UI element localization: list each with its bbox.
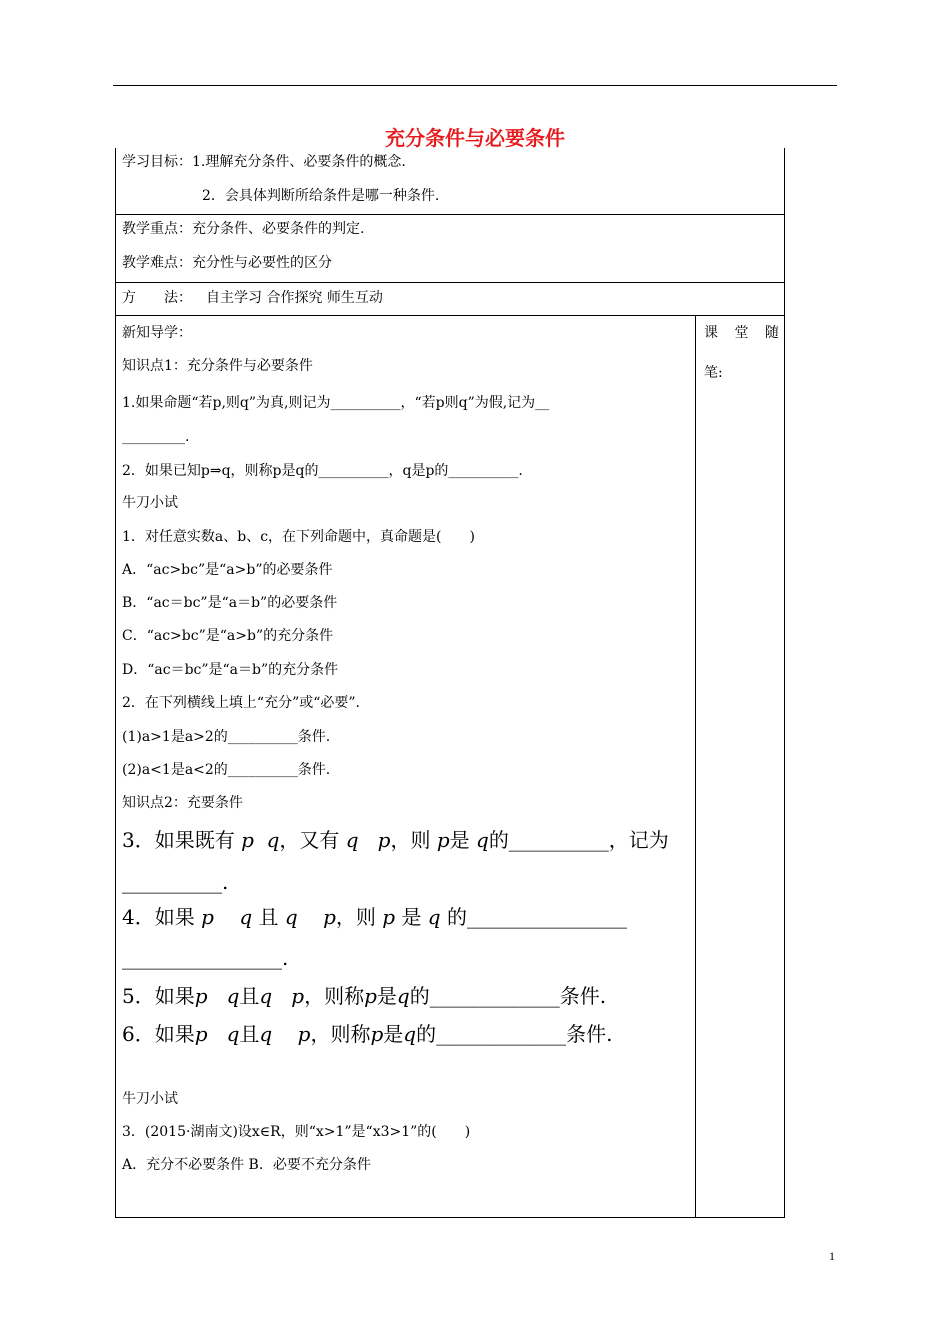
- side-note-line1: 课 堂 随: [704, 325, 785, 341]
- question-4-line2: ________________.: [122, 946, 289, 970]
- method-label: 方 法：: [122, 290, 192, 306]
- q3-text-h: q: [476, 828, 489, 852]
- q5-text-c: 且: [239, 984, 260, 1008]
- question-3-line1: [122, 828, 669, 852]
- q6-text-a: 6．如果: [122, 1022, 195, 1046]
- q5-text-g: 是: [376, 984, 397, 1008]
- try-it-heading-1: 牛刀小试: [122, 495, 178, 511]
- q4-text-c: 且: [258, 905, 279, 929]
- q3-text-e: ，则: [390, 828, 431, 852]
- option-a: A．“ac>bc”是“a>b”的必要条件: [122, 562, 333, 578]
- q3-text-g: 是: [449, 828, 470, 852]
- knowledge-point-1: 知识点1：充分条件与必要条件: [122, 358, 313, 374]
- table-right-border: [784, 148, 785, 1218]
- row-divider-3: [115, 315, 785, 316]
- teaching-key-point: 教学重点：充分条件、必要条件的判定.: [122, 221, 365, 237]
- q6-text-e: ，则称: [310, 1022, 371, 1046]
- method-value: 自主学习 合作探究 师生互动: [206, 290, 383, 306]
- problem-2: 2．在下列横线上填上“充分”或“必要”.: [122, 695, 360, 711]
- q4-text-i: 的________________: [446, 905, 627, 929]
- q6-text-d: q p: [259, 1022, 311, 1046]
- column-divider: [695, 315, 696, 1218]
- q4-text-g: 是: [401, 905, 422, 929]
- q4-text-h: q: [427, 905, 441, 929]
- problem-3: 3．(2015·湖南文)设x∈R，则“x>1”是“x3>1”的( ): [122, 1124, 471, 1140]
- q5-text-e: ，则称: [304, 984, 365, 1008]
- q6-text-i: 的_____________条件.: [416, 1022, 613, 1046]
- q3-text-a: 3．如果既有: [122, 828, 235, 852]
- question-4-line1: [122, 905, 627, 929]
- question-2: 2．如果已知p⇒q，则称p是q的__________，q是p的__________.: [122, 463, 523, 479]
- side-note-line2: 笔:: [704, 365, 723, 381]
- q6-text-h: q: [403, 1022, 417, 1046]
- question-5: [122, 984, 606, 1008]
- problem-3-options: A．充分不必要条件 B．必要不充分条件: [122, 1157, 371, 1173]
- problem-2-item-1: (1)a>1是a>2的__________条件.: [122, 729, 331, 745]
- q4-text-b: p q: [201, 905, 253, 929]
- q6-text-g: 是: [383, 1022, 404, 1046]
- option-d: D．“ac＝bc”是“a＝b”的充分条件: [122, 662, 339, 678]
- document-title: 充分条件与必要条件: [385, 126, 565, 150]
- new-knowledge-heading: 新知导学：: [122, 325, 192, 341]
- q3-text-c: ，又有: [279, 828, 340, 852]
- option-b: B．“ac＝bc”是“a＝b”的必要条件: [122, 595, 338, 611]
- q6-text-f: p: [370, 1022, 384, 1046]
- q6-text-b: p q: [194, 1022, 240, 1046]
- q4-text-e: ，则: [335, 905, 376, 929]
- q3-text-f: p: [436, 828, 450, 852]
- header-rule: [113, 85, 837, 86]
- page-number: 1: [829, 1249, 835, 1263]
- q5-text-i: 的_____________条件.: [409, 984, 607, 1008]
- learning-goal-2: 2．会具体判断所给条件是哪一种条件.: [202, 188, 440, 204]
- teaching-difficulty: 教学难点：充分性与必要性的区分: [122, 255, 332, 271]
- knowledge-point-2: 知识点2：充要条件: [122, 795, 243, 811]
- row-divider-2: [115, 282, 785, 283]
- question-1-line2: _________.: [122, 429, 190, 445]
- q5-text-h: q: [396, 984, 410, 1008]
- q3-text-d: q p: [345, 828, 391, 852]
- problem-2-item-2: (2)a<1是a<2的__________条件.: [122, 762, 331, 778]
- q5-text-d: q p: [259, 984, 305, 1008]
- q5-text-b: p q: [194, 984, 240, 1008]
- question-3-line2: __________.: [122, 870, 229, 894]
- q4-text-f: p: [382, 905, 396, 929]
- row-divider-1: [115, 214, 785, 215]
- question-1-line1: 1.如果命题“若p,则q”为真,则记为__________，“若p则q”为假,记为__: [122, 395, 550, 411]
- table-left-border: [115, 148, 116, 1218]
- q5-text-a: 5．如果: [122, 984, 195, 1008]
- q4-text-a: 4．如果: [122, 905, 195, 929]
- q3-text-b: p q: [241, 828, 280, 852]
- q4-text-d: q p: [284, 905, 336, 929]
- question-6: [122, 1022, 612, 1046]
- table-bottom-border: [115, 1217, 785, 1218]
- learning-goal-1: 学习目标：1.理解充分条件、必要条件的概念.: [122, 154, 406, 170]
- problem-1: 1．对任意实数a、b、c，在下列命题中，真命题是( ): [122, 529, 475, 545]
- q3-text-i: 的__________，记为: [488, 828, 669, 852]
- q6-text-c: 且: [239, 1022, 260, 1046]
- option-c: C．“ac>bc”是“a>b”的充分条件: [122, 628, 334, 644]
- try-it-heading-2: 牛刀小试: [122, 1091, 178, 1107]
- q5-text-f: p: [364, 984, 377, 1008]
